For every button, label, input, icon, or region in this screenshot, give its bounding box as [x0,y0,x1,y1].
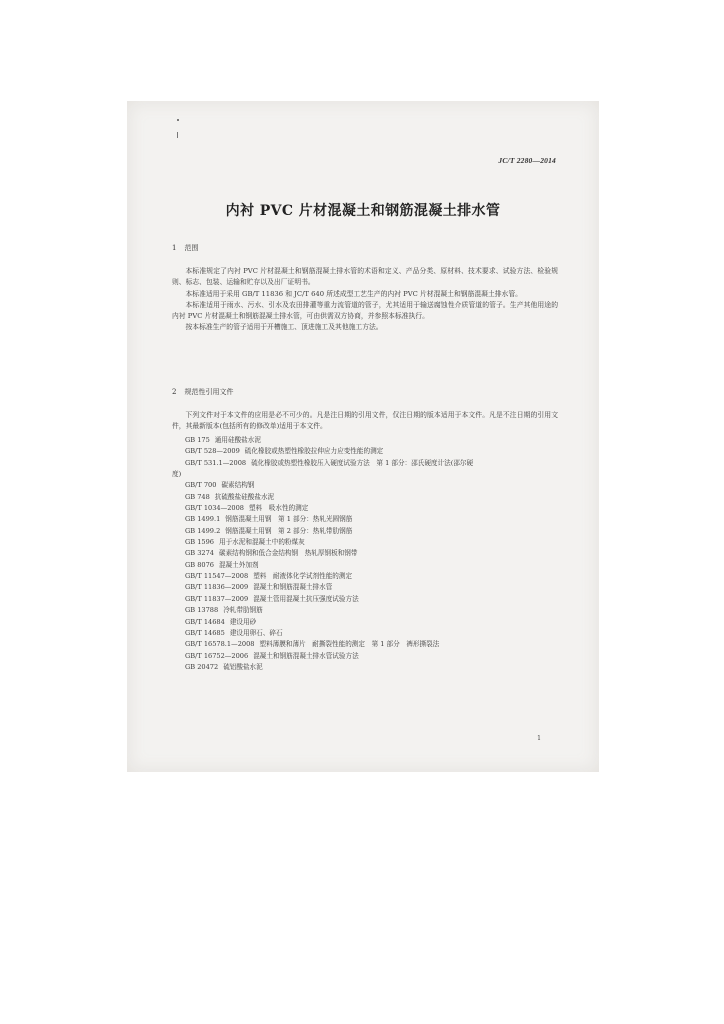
reference-item [185,605,557,616]
reference-item [185,560,557,571]
section-title: 范围 [184,244,199,252]
paragraph: 按本标准生产的管子适用于开槽施工、顶进施工及其他施工方法。 [185,323,383,332]
reference-code: GB/T 700 [185,481,217,490]
reference-item [185,662,557,673]
reference-item [185,492,557,503]
reference-title: 硫化橡胶或热塑性橡胶压入硬度试验方法 第 1 部分：邵氏硬度计法(邵尔硬 [251,458,474,467]
reference-title: 碳素结构钢 [221,481,255,490]
reference-code: GB 1499.2 [185,526,221,535]
reference-code: GB 3274 [185,549,214,558]
reference-code: GB/T 11547—2008 [185,572,249,581]
reference-code: GB/T 16752—2006 [185,651,249,660]
reference-item [185,628,557,639]
reference-title-continued: 度) [172,470,182,479]
reference-code: GB/T 1034—2008 [185,504,244,513]
section-number: 1 [172,244,177,252]
reference-title: 碳素结构钢和低合金结构钢 热轧厚钢板和钢带 [219,549,358,558]
scan-speck [177,119,179,121]
paragraph: 下列文件对于本文件的应用是必不可少的。凡是注日期的引用文件，仅注日期的版本适用于本文件。凡是不注日期的引用文件，其最新版本(包括所有的修改单)适用于本文件。 [172,411,558,431]
reference-item [185,548,557,559]
reference-item [185,617,557,628]
reference-item [172,458,557,481]
reference-title: 混凝土外加剂 [219,560,259,569]
reference-code: GB/T 16578.1—2008 [185,640,255,649]
reference-list [172,435,557,673]
reference-code: GB/T 531.1—2008 [185,458,247,467]
reference-code: GB 20472 [185,662,219,671]
reference-item [185,503,557,514]
reference-title: 通用硅酸盐水泥 [214,436,261,444]
reference-title: 混凝土管用混凝土抗压强度试验方法 [253,594,359,603]
reference-item [185,594,557,605]
reference-item [185,639,557,650]
document-title: 内衬 PVC 片材混凝土和钢筋混凝土排水管 [225,203,501,219]
reference-title: 建设用砂 [229,617,257,626]
reference-code: GB 1596 [185,538,214,547]
reference-title: 冷轧带肋钢筋 [223,606,263,615]
reference-code: GB 8076 [185,560,214,569]
standard-code: JC/T 2280—2014 [498,156,556,165]
reference-title: 硫铝酸盐水泥 [223,662,263,671]
reference-title: 混凝土和钢筋混凝土排水管 [253,583,333,592]
reference-code: GB/T 14684 [185,617,225,626]
reference-code: GB/T 528—2009 [185,447,240,456]
references-intro [172,410,558,433]
reference-item [185,651,557,662]
paragraph: 本标准适用于雨水、污水、引水及农田排灌等重力流管道的管子，尤其适用于输送腐蚀性介质管道的管子。生产其他用途的内衬 PVC 片材混凝土和钢筋混凝土排水管，可由供需双方协商，并参照本标准执行。 [172,300,558,321]
reference-item [185,526,557,537]
reference-title: 钢筋混凝土用钢 第 2 部分：热轧带肋钢筋 [225,526,353,535]
reference-code: GB/T 11837—2009 [185,594,249,603]
reference-title: 硫化橡胶或热塑性橡胶拉伸应力应变性能的测定 [244,447,384,456]
reference-title: 建设用卵石、碎石 [229,628,283,637]
section-heading-scope [172,243,198,253]
reference-title: 塑料薄膜和薄片 耐撕裂性能的测定 第 1 部分 裤形撕裂法 [259,640,440,649]
scope-text [172,266,558,334]
page-number: 1 [537,735,541,742]
reference-title: 塑料 吸水性的测定 [248,504,309,513]
reference-code: GB 1499.1 [185,515,221,524]
reference-item [185,514,557,525]
reference-item [185,582,557,593]
reference-title: 钢筋混凝土用钢 第 1 部分：热轧光圆钢筋 [225,515,353,524]
scanned-page [127,101,599,772]
reference-item [185,571,557,582]
reference-code: GB 13788 [185,606,219,615]
reference-title: 塑料 耐液体化学试剂性能的测定 [253,572,353,581]
reference-title: 用于水泥和混凝土中的粉煤灰 [219,538,305,547]
reference-item [185,480,557,491]
section-title: 规范性引用文件 [184,388,234,396]
section-heading-normative-references [172,387,233,397]
reference-code: GB 175 [185,436,210,444]
section-number: 2 [172,388,177,396]
reference-title: 混凝土和钢筋混凝土排水管试验方法 [253,651,359,660]
paragraph: 本标准适用于采用 GB/T 11836 和 JC/T 640 所述成型工艺生产的内衬 PVC 片材混凝土和钢筋混凝土排水管。 [185,289,522,298]
paragraph: 本标准规定了内衬 PVC 片材混凝土和钢筋混凝土排水管的术语和定义、产品分类、原材料、技术要求、试验方法、检验规则、标志、包装、运输和贮存以及出厂证明书。 [172,267,558,287]
reference-item [185,435,557,446]
reference-title: 抗硫酸盐硅酸盐水泥 [214,492,275,501]
scan-mark [177,132,178,138]
reference-item [185,446,557,457]
reference-code: GB/T 11836—2009 [185,583,249,592]
reference-code: GB/T 14685 [185,628,225,637]
reference-item [185,537,557,548]
reference-code: GB 748 [185,492,210,501]
